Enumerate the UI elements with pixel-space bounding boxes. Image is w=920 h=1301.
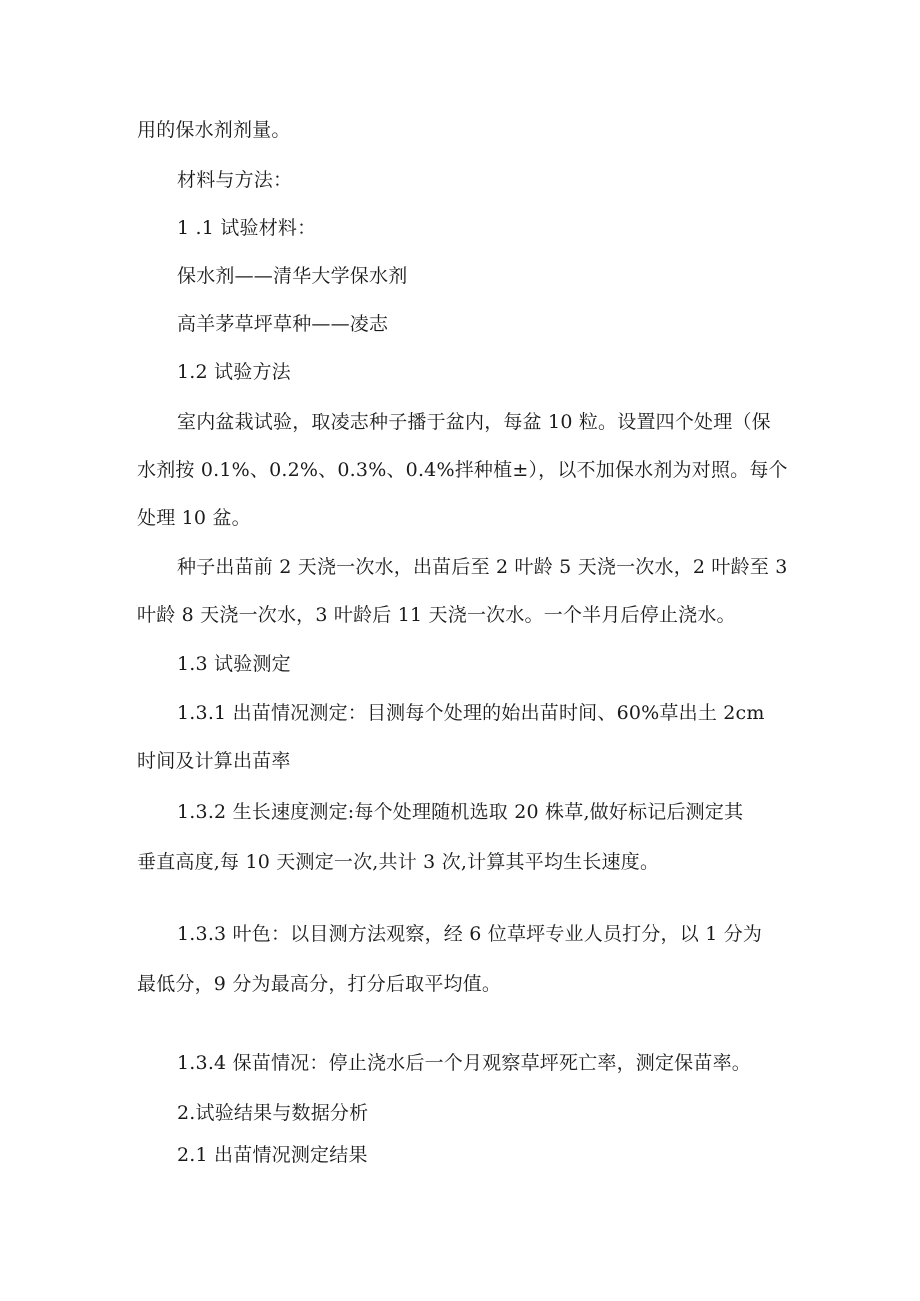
paragraph-text: 时间及计算出苗率 [137, 750, 291, 772]
paragraph-text: 种子出苗前 2 天浇一次水，出苗后至 2 叶龄 5 天浇一次水，2 叶龄至 3 [177, 556, 788, 578]
paragraph-1-3-3: 1.3.3 叶色：以目测方法观察，经 6 位草坪专业人员打分，以 1 分为 [177, 923, 763, 945]
paragraph-text: 最低分，9 分为最高分，打分后取平均值。 [137, 973, 502, 995]
heading-1-3: 1.3 试验测定 [177, 653, 291, 675]
paragraph-1-3-2: 1.3.2 生长速度测定:每个处理随机选取 20 株草,做好标记后测定其 [177, 801, 744, 823]
paragraph-1-3-1: 1.3.1 出苗情况测定：目测每个处理的始出苗时间、60%草出土 2cm [177, 702, 765, 724]
paragraph-text: 水剂按 0.1%、0.2%、0.3%、0.4%拌种植±），以不加保水剂为对照。每个 [137, 459, 788, 481]
heading-1-2: 1.2 试验方法 [177, 361, 291, 383]
paragraph-text: 处理 10 盆。 [137, 507, 251, 529]
material-item-grass-seed: 高羊茅草坪草种——凌志 [177, 313, 389, 335]
paragraph-text: 叶龄 8 天浇一次水，3 叶龄后 11 天浇一次水。一个半月后停止浇水。 [137, 604, 736, 626]
heading-2: 2.试验结果与数据分析 [177, 1102, 369, 1124]
material-item-water-retainer: 保水剂——清华大学保水剂 [177, 265, 408, 287]
heading-materials-methods: 材料与方法： [177, 169, 293, 191]
heading-2-1: 2.1 出苗情况测定结果 [177, 1144, 368, 1166]
paragraph-text: 室内盆栽试验，取凌志种子播于盆内，每盆 10 粒。设置四个处理（保 [177, 411, 771, 433]
paragraph-text: 垂直高度,每 10 天测定一次,共计 3 次,计算其平均生长速度。 [137, 851, 660, 873]
paragraph-continuation: 用的保水剂剂量。 [137, 119, 291, 141]
heading-1-1: 1 .1 试验材料： [177, 217, 317, 239]
paragraph-1-3-4: 1.3.4 保苗情况：停止浇水后一个月观察草坪死亡率，测定保苗率。 [177, 1052, 751, 1074]
